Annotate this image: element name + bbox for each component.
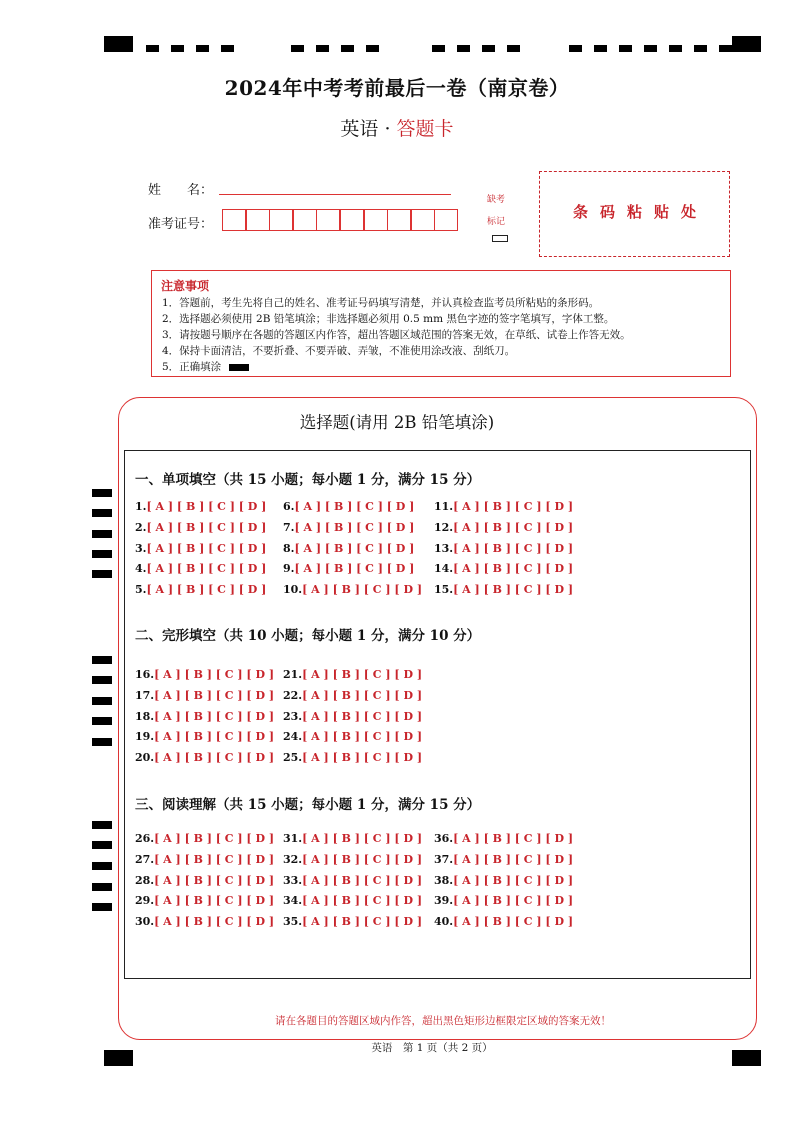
question-number: 13. [434, 541, 454, 555]
question-7[interactable] [283, 521, 414, 534]
question-number: 10. [283, 583, 303, 597]
answer-options[interactable]: [ A ] [ B ] [ C ] [ D ] [154, 668, 275, 681]
question-31[interactable] [283, 832, 422, 845]
question-number: 40. [434, 915, 454, 929]
question-2[interactable] [135, 521, 266, 534]
notice-line: 4．保持卡面清洁，不要折叠、不要弄破、弄皱，不准使用涂改液、刮纸刀。 [162, 345, 516, 357]
question-number: 9. [283, 562, 295, 576]
section-heading: 一、单项填空（共 15 小题；每小题 1 分，满分 15 分） [135, 472, 481, 488]
answer-options[interactable]: [ A ] [ B ] [ C ] [ D ] [302, 751, 423, 765]
question-number: 19. [135, 730, 155, 744]
answer-card-label: 答题卡 [396, 118, 454, 140]
answer-options[interactable]: [ A ] [ B ] [ C ] [ D ] [154, 730, 275, 744]
question-number: 26. [135, 832, 155, 845]
question-number: 39. [434, 894, 454, 908]
question-number: 37. [434, 852, 454, 866]
answer-options[interactable]: [ A ] [ B ] [ C ] [ D ] [453, 520, 574, 534]
answer-options[interactable]: [ A ] [ B ] [ C ] [ D ] [453, 500, 574, 513]
timing-mark [719, 45, 732, 52]
question-21[interactable] [283, 668, 422, 681]
answer-options[interactable]: [ A ] [ B ] [ C ] [ D ] [146, 583, 267, 597]
question-16[interactable] [135, 668, 274, 681]
answer-options[interactable]: [ A ] [ B ] [ C ] [ D ] [453, 894, 574, 908]
question-39[interactable] [434, 894, 573, 907]
answer-options[interactable]: [ A ] [ B ] [ C ] [ D ] [453, 915, 574, 929]
question-number: 17. [135, 688, 155, 702]
question-1[interactable] [135, 500, 266, 513]
question-30[interactable] [135, 915, 274, 928]
question-4[interactable] [135, 562, 266, 575]
timing-mark [341, 45, 354, 52]
answer-options[interactable]: [ A ] [ B ] [ C ] [ D ] [302, 852, 423, 866]
question-35[interactable] [283, 915, 422, 928]
answer-options[interactable]: [ A ] [ B ] [ C ] [ D ] [294, 562, 415, 576]
question-38[interactable] [434, 874, 573, 887]
answer-options[interactable]: [ A ] [ B ] [ C ] [ D ] [453, 541, 574, 555]
timing-mark [644, 45, 657, 52]
question-36[interactable] [434, 832, 573, 845]
question-33[interactable] [283, 874, 422, 887]
notice-line: 3．请按题号顺序在各题的答题区内作答，超出答题区域范围的答案无效，在草纸、试卷上作答无效。 [162, 329, 631, 341]
notice-box [151, 270, 731, 377]
question-number: 22. [283, 688, 303, 702]
answer-options[interactable]: [ A ] [ B ] [ C ] [ D ] [154, 915, 275, 929]
exam-id-digit-box[interactable] [293, 209, 317, 231]
answer-options[interactable]: [ A ] [ B ] [ C ] [ D ] [453, 562, 574, 576]
question-number: 27. [135, 852, 155, 866]
question-number: 35. [283, 915, 303, 929]
timing-mark [171, 45, 184, 52]
timing-mark [619, 45, 632, 52]
exam-id-digit-box[interactable] [222, 209, 246, 231]
question-number: 36. [434, 832, 454, 845]
section-heading: 三、阅读理解（共 15 小题；每小题 1 分，满分 15 分） [135, 797, 481, 813]
absent-label-1: 缺考 [487, 195, 506, 205]
notice-line: 1．答题前，考生先将自己的姓名、准考证号码填写清楚，并认真检查监考员所粘贴的条形码。 [162, 297, 600, 309]
timing-mark [594, 45, 607, 52]
question-number: 6. [283, 500, 295, 513]
question-number: 29. [135, 894, 155, 908]
answer-options[interactable]: [ A ] [ B ] [ C ] [ D ] [154, 709, 275, 723]
section-heading: 二、完形填空（共 10 小题；每小题 1 分，满分 10 分） [135, 628, 481, 644]
question-10[interactable] [283, 583, 422, 596]
question-number: 32. [283, 852, 303, 866]
timing-mark [92, 676, 112, 684]
answer-options[interactable]: [ A ] [ B ] [ C ] [ D ] [294, 500, 415, 513]
question-18[interactable] [135, 710, 274, 723]
question-11[interactable] [434, 500, 573, 513]
timing-mark [92, 509, 112, 517]
corner-mark-top-left [104, 36, 133, 52]
notice-line-text: 5．正确填涂 [162, 361, 222, 373]
question-number: 21. [283, 668, 303, 681]
timing-mark [694, 45, 707, 52]
corner-mark-top-right [732, 36, 761, 52]
exam-id-digit-box[interactable] [434, 209, 458, 231]
answer-options[interactable]: [ A ] [ B ] [ C ] [ D ] [302, 730, 423, 744]
answer-options[interactable]: [ A ] [ B ] [ C ] [ D ] [154, 688, 275, 702]
timing-mark [316, 45, 329, 52]
timing-mark [366, 45, 379, 52]
timing-mark [482, 45, 495, 52]
answer-options[interactable]: [ A ] [ B ] [ C ] [ D ] [294, 520, 415, 534]
absent-checkbox[interactable] [492, 235, 508, 242]
question-27[interactable] [135, 853, 274, 866]
timing-mark [221, 45, 234, 52]
question-17[interactable] [135, 689, 274, 702]
question-number: 23. [283, 709, 303, 723]
question-number: 8. [283, 541, 295, 555]
answer-options[interactable]: [ A ] [ B ] [ C ] [ D ] [154, 894, 275, 908]
answer-options[interactable]: [ A ] [ B ] [ C ] [ D ] [146, 520, 267, 534]
question-number: 24. [283, 730, 303, 744]
timing-mark [291, 45, 304, 52]
question-number: 30. [135, 915, 155, 929]
name-label: 姓 名： [148, 183, 214, 198]
question-number: 25. [283, 751, 303, 765]
question-15[interactable] [434, 583, 573, 596]
question-number: 12. [434, 520, 454, 534]
answer-options[interactable]: [ A ] [ B ] [ C ] [ D ] [302, 688, 423, 702]
question-22[interactable] [283, 689, 422, 702]
question-25[interactable] [283, 751, 422, 764]
question-number: 7. [283, 520, 295, 534]
timing-mark [432, 45, 445, 52]
timing-mark [92, 862, 112, 870]
answer-options[interactable]: [ A ] [ B ] [ C ] [ D ] [294, 541, 415, 555]
answer-options[interactable]: [ A ] [ B ] [ C ] [ D ] [302, 832, 423, 845]
timing-mark [92, 530, 112, 538]
notice-line: 2．选择题必须使用 2B 铅笔填涂；非选择题必须用 0.5 mm 黑色字迹的签字笔填写，字体工整。 [162, 313, 615, 325]
page-title: 2024年中考考前最后一卷（南京卷） [224, 76, 570, 100]
timing-mark [92, 550, 112, 558]
question-8[interactable] [283, 542, 414, 555]
question-number: 4. [135, 562, 147, 576]
question-14[interactable] [434, 562, 573, 575]
timing-mark [669, 45, 682, 52]
question-3[interactable] [135, 542, 266, 555]
timing-mark [507, 45, 520, 52]
timing-mark [92, 841, 112, 849]
question-37[interactable] [434, 853, 573, 866]
question-5[interactable] [135, 583, 266, 596]
notice-title: 注意事项 [161, 279, 210, 293]
question-number: 33. [283, 873, 303, 887]
answer-area-title: 选择题(请用 2B 铅笔填涂) [299, 413, 495, 432]
exam-id-digit-box[interactable] [246, 209, 270, 231]
question-28[interactable] [135, 874, 274, 887]
question-34[interactable] [283, 894, 422, 907]
timing-mark [92, 717, 112, 725]
timing-mark [92, 697, 112, 705]
answer-options[interactable]: [ A ] [ B ] [ C ] [ D ] [302, 873, 423, 887]
answer-options[interactable]: [ A ] [ B ] [ C ] [ D ] [302, 894, 423, 908]
question-29[interactable] [135, 894, 274, 907]
answer-options[interactable]: [ A ] [ B ] [ C ] [ D ] [146, 562, 267, 576]
question-number: 2. [135, 520, 147, 534]
question-number: 3. [135, 541, 147, 555]
answer-options[interactable]: [ A ] [ B ] [ C ] [ D ] [302, 915, 423, 929]
answer-options[interactable]: [ A ] [ B ] [ C ] [ D ] [302, 583, 423, 597]
notice-line-5 [162, 359, 249, 374]
timing-mark [92, 883, 112, 891]
question-19[interactable] [135, 730, 274, 743]
question-32[interactable] [283, 853, 422, 866]
absent-label-2: 标记 [487, 217, 506, 227]
exam-id-digit-box[interactable] [411, 209, 435, 231]
answer-options[interactable]: [ A ] [ B ] [ C ] [ D ] [453, 873, 574, 887]
question-number: 28. [135, 873, 155, 887]
answer-options[interactable]: [ A ] [ B ] [ C ] [ D ] [154, 852, 275, 866]
timing-mark [92, 738, 112, 746]
answer-options[interactable]: [ A ] [ B ] [ C ] [ D ] [154, 832, 275, 845]
exam-id-digit-box[interactable] [387, 209, 411, 231]
answer-options[interactable]: [ A ] [ B ] [ C ] [ D ] [154, 873, 275, 887]
question-number: 38. [434, 873, 454, 887]
question-number: 31. [283, 832, 303, 845]
barcode-area [539, 171, 730, 257]
timing-mark [92, 821, 112, 829]
question-12[interactable] [434, 521, 573, 534]
question-23[interactable] [283, 710, 422, 723]
barcode-label: 条码粘贴处 [572, 203, 708, 221]
question-40[interactable] [434, 915, 573, 928]
footer-warning: 请在各题目的答题区域内作答，超出黑色矩形边框限定区域的答案无效！ [275, 1015, 611, 1027]
question-number: 1. [135, 500, 147, 513]
timing-mark [569, 45, 582, 52]
question-number: 20. [135, 751, 155, 765]
answer-options[interactable]: [ A ] [ B ] [ C ] [ D ] [453, 832, 574, 845]
exam-id-digit-box[interactable] [316, 209, 340, 231]
exam-id-digit-box[interactable] [340, 209, 364, 231]
question-number: 11. [434, 500, 454, 513]
timing-mark [196, 45, 209, 52]
timing-mark [92, 656, 112, 664]
question-number: 14. [434, 562, 454, 576]
page-subtitle [0, 114, 794, 141]
question-number: 16. [135, 668, 155, 681]
timing-mark [146, 45, 159, 52]
timing-mark [92, 489, 112, 497]
question-number: 5. [135, 583, 147, 597]
answer-options[interactable]: [ A ] [ B ] [ C ] [ D ] [453, 852, 574, 866]
correct-fill-example [229, 364, 249, 371]
page-number: 英语 第 1 页（共 2 页） [371, 1042, 493, 1054]
answer-options[interactable]: [ A ] [ B ] [ C ] [ D ] [146, 541, 267, 555]
answer-options[interactable]: [ A ] [ B ] [ C ] [ D ] [302, 668, 423, 681]
answer-options[interactable]: [ A ] [ B ] [ C ] [ D ] [302, 709, 423, 723]
question-number: 18. [135, 709, 155, 723]
name-field[interactable] [219, 194, 451, 195]
question-13[interactable] [434, 542, 573, 555]
question-number: 34. [283, 894, 303, 908]
answer-options[interactable]: [ A ] [ B ] [ C ] [ D ] [453, 583, 574, 597]
timing-mark [457, 45, 470, 52]
timing-mark [92, 570, 112, 578]
exam-id-digit-box[interactable] [364, 209, 388, 231]
subject-label: 英语 · [340, 118, 397, 140]
question-6[interactable] [283, 500, 414, 513]
timing-mark [92, 903, 112, 911]
question-26[interactable] [135, 832, 274, 845]
answer-options[interactable]: [ A ] [ B ] [ C ] [ D ] [146, 500, 267, 513]
question-24[interactable] [283, 730, 422, 743]
question-20[interactable] [135, 751, 274, 764]
exam-id-label: 准考证号： [148, 217, 214, 232]
exam-id-digit-box[interactable] [269, 209, 293, 231]
question-9[interactable] [283, 562, 414, 575]
answer-options[interactable]: [ A ] [ B ] [ C ] [ D ] [154, 751, 275, 765]
question-number: 15. [434, 583, 454, 597]
